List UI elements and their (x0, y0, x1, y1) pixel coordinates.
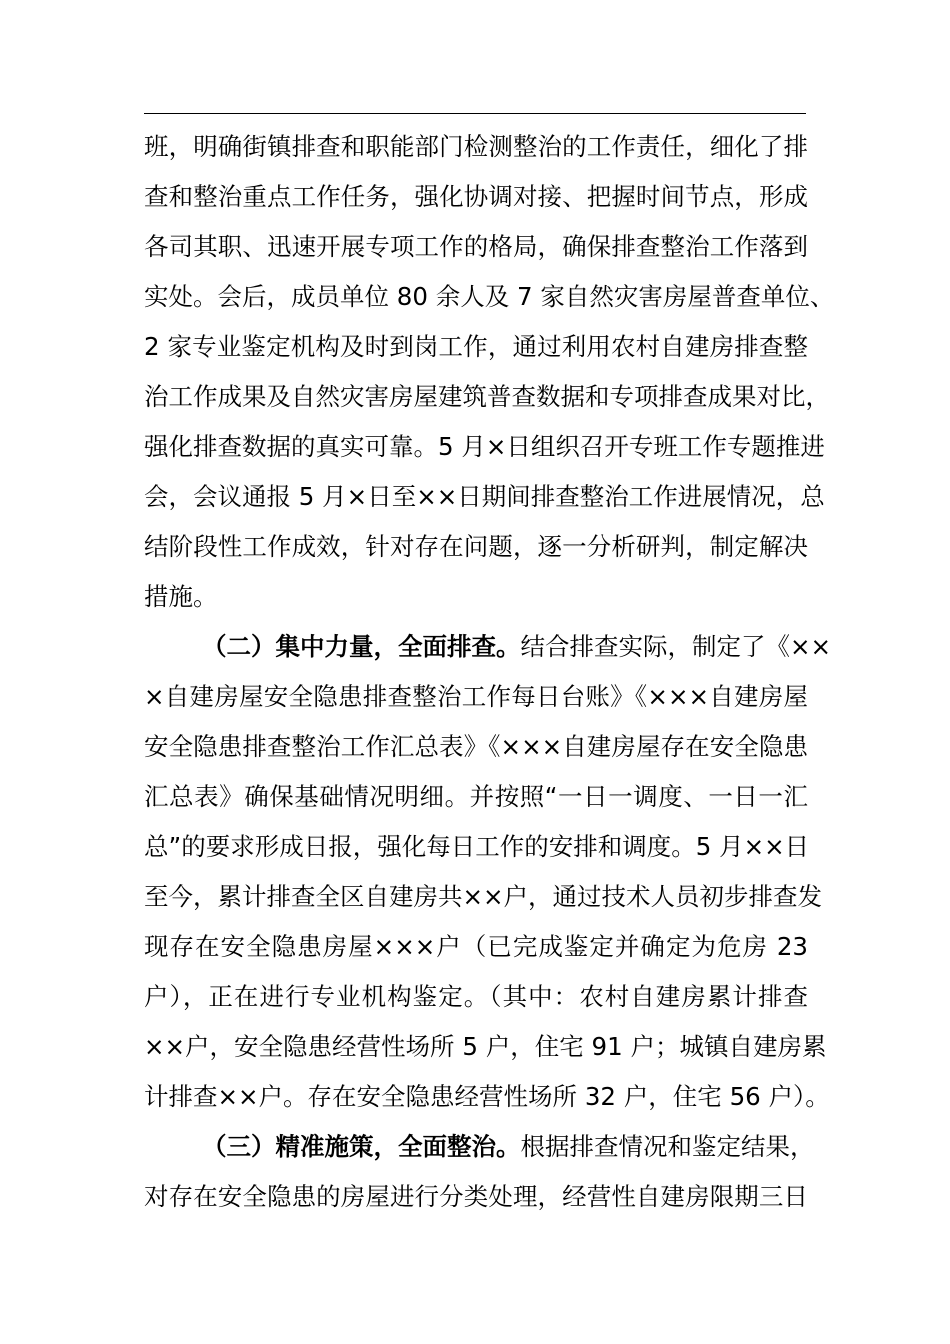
header-rule (144, 113, 806, 114)
text-line: 2 家专业鉴定机构及时到岗工作，通过利用农村自建房排查整 (144, 332, 808, 361)
text-line: 计排查××户。存在安全隐患经营性场所 32 户，住宅 56 户）。 (144, 1082, 830, 1111)
section-3-first-line-text: 根据排查情况和鉴定结果， (520, 1132, 815, 1161)
text-line: ××户，安全隐患经营性场所 5 户，住宅 91 户；城镇自建房累 (144, 1032, 827, 1061)
text-line: 现存在安全隐患房屋×××户（已完成鉴定并确定为危房 23 (144, 932, 808, 961)
text-line: 查和整治重点工作任务，强化协调对接、把握时间节点，形成 (144, 182, 808, 211)
document-body (144, 122, 835, 1222)
text-line: 总”的要求形成日报，强化每日工作的安排和调度。5 月××日 (144, 832, 810, 861)
text-line: 安全隐患排查整治工作汇总表》《×××自建房屋存在安全隐患 (144, 732, 808, 761)
section-3-first-line (144, 1122, 815, 1172)
text-line: 措施。 (144, 582, 218, 611)
text-line: 强化排查数据的真实可靠。5 月×日组织召开专班工作专题推进 (144, 432, 825, 461)
text-line: 结阶段性工作成效，针对存在问题，逐一分析研判，制定解决 (144, 532, 808, 561)
section-2-first-line-text: 结合排查实际，制定了《×× (520, 632, 832, 661)
text-line: 户），正在进行专业机构鉴定。（其中：农村自建房累计排查 (144, 982, 808, 1011)
text-line: 对存在安全隐患的房屋进行分类处理，经营性自建房限期三日 (144, 1182, 808, 1211)
text-line: 至今，累计排查全区自建房共××户，通过技术人员初步排查发 (144, 882, 823, 911)
section-3-heading: （三）精准施策，全面整治。 (202, 1132, 521, 1161)
text-line: 实处。会后，成员单位 80 余人及 7 家自然灾害房屋普查单位、 (144, 282, 835, 311)
text-line: 会，会议通报 5 月×日至××日期间排查整治工作进展情况，总 (144, 482, 825, 511)
text-line: 汇总表》确保基础情况明细。并按照“一日一调度、一日一汇 (144, 782, 808, 811)
text-line: 班，明确街镇排查和职能部门检测整治的工作责任，细化了排 (144, 132, 808, 161)
text-line: 各司其职、迅速开展专项工作的格局，确保排查整治工作落到 (144, 232, 808, 261)
section-2-heading: （二）集中力量，全面排查。 (202, 632, 521, 661)
text-line: ×自建房屋安全隐患排查整治工作每日台账》《×××自建房屋 (144, 682, 808, 711)
text-line: 治工作成果及自然灾害房屋建筑普查数据和专项排查成果对比， (144, 382, 830, 411)
section-2-first-line (144, 622, 832, 672)
